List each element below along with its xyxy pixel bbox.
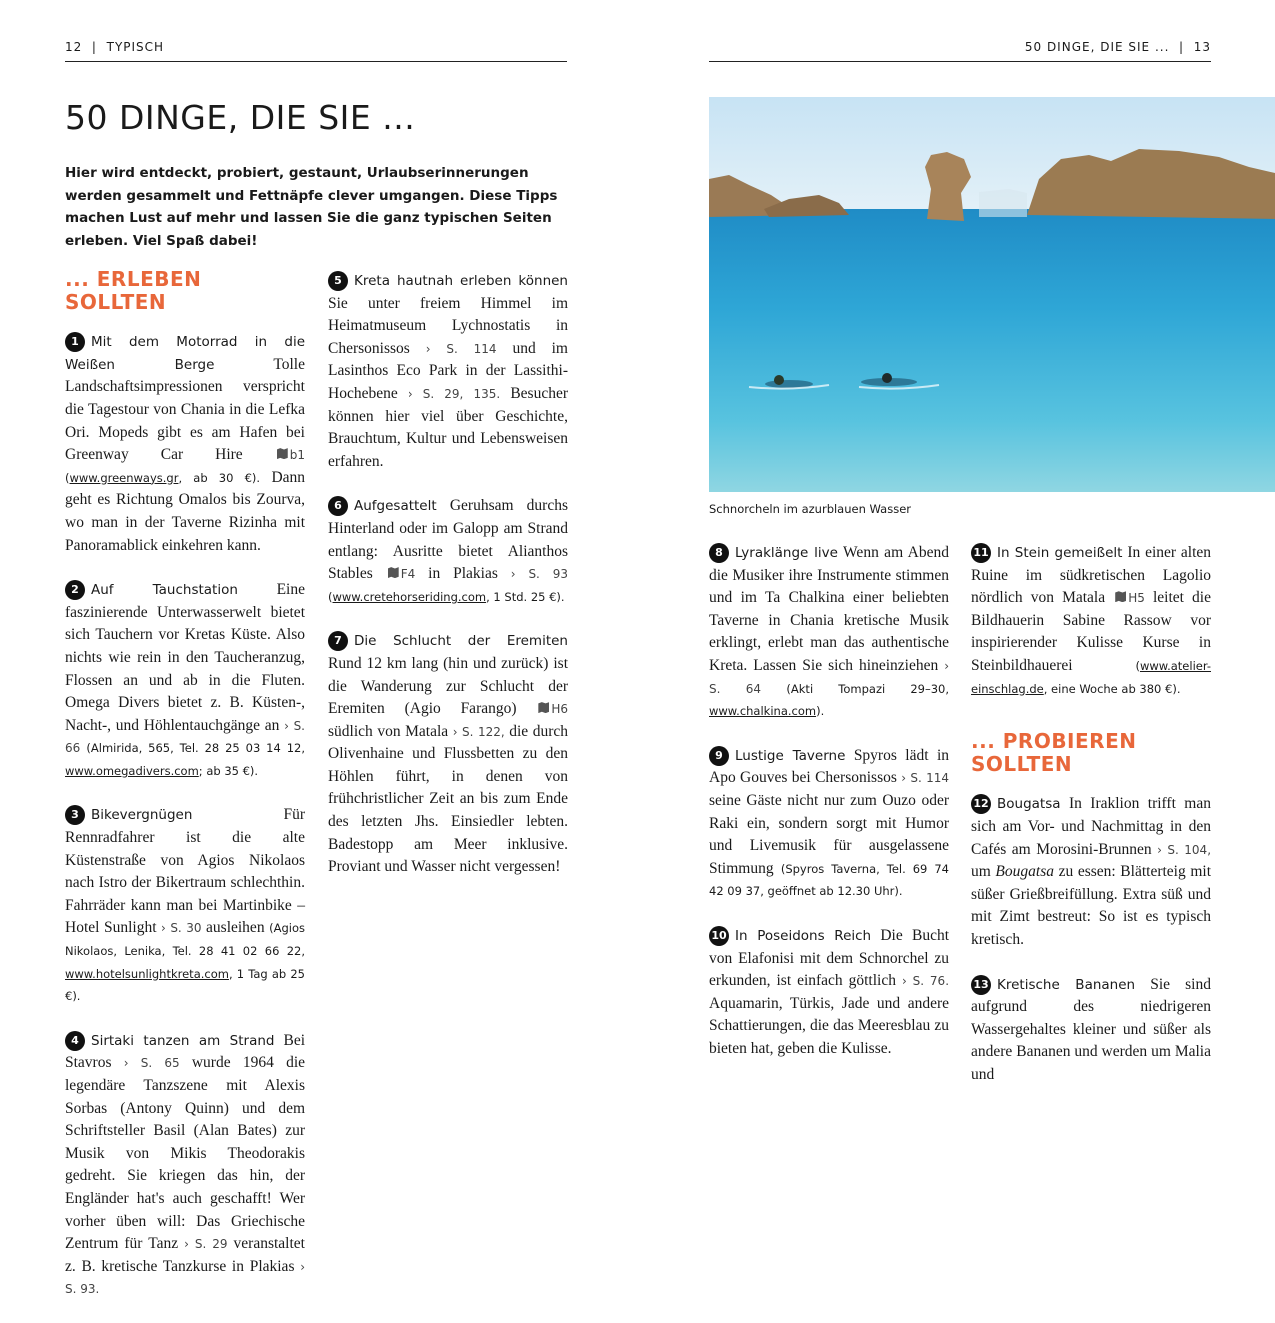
website-link[interactable]: www.atelier-einschlag.de — [971, 658, 1211, 696]
item-title: Die Schlucht der Eremiten — [354, 633, 568, 650]
item-number: 1 — [65, 332, 85, 352]
list-item-12: 12 Bougatsa In Iraklion trifft man sich am Vor- und Nachmittag in den Cafés am Morosini-Brunnen › S. 104, um Bougatsa zu essen: Blätterteig mit süßer Grießbreifüllung. Extra süß und mit Zimt bestreut: So ist es typisch kretisch. — [971, 795, 1212, 948]
page-ref[interactable]: › S. 29 — [184, 1237, 228, 1252]
map-ref: b1 — [289, 448, 306, 463]
list-item-3: 3 Bikevergnügen Für Rennradfahrer ist die alte Küstenstraße von Agios Nikolaos nach Istro der Bikertraum schlechthin. Fahrräder kann man bei Martinbike – Hotel Sunlight › S. 30 ausleihen (Agios Nikolaos, Lenika, Tel. 28 41 02 66 22, www.hotelsunlightkreta.com, 1 Tag ab 25 €). — [65, 806, 305, 1004]
running-header-right: 50 DINGE, DIE SIE ... | 13 — [1024, 40, 1211, 54]
item-title: Bougatsa — [997, 796, 1061, 813]
item-number: 5 — [328, 271, 348, 291]
item-number: 8 — [709, 543, 729, 563]
page-ref[interactable]: › S. 114 — [425, 341, 497, 356]
section-heading-probieren: ... PROBIEREN SOLLTEN — [971, 729, 1137, 776]
running-header-left: 12 | TYPISCH — [65, 40, 165, 54]
page-ref[interactable]: › S. 93. — [65, 1259, 306, 1297]
website-link[interactable]: www.omegadivers.com — [65, 763, 199, 778]
item-title: Lustige Taverne — [735, 747, 846, 764]
website-link[interactable]: www.chalkina.com — [709, 704, 817, 719]
page-ref[interactable]: › S. 76. — [901, 974, 950, 989]
page-ref[interactable]: › S. 93 — [510, 567, 568, 582]
list-item-10: 10 In Poseidons Reich Die Bucht von Elafonisi mit dem Schnorchel zu erkunden, ist einfach göttlich › S. 76. Aquamarin, Türkis, Jade und andere Schattierungen, die das Meeresblau zu bieten hat, geben die Kulisse. — [709, 926, 950, 1057]
map-icon — [277, 448, 288, 459]
item-title: Bikevergnügen — [91, 807, 193, 824]
header-rule-right — [709, 61, 1211, 62]
item-number: 13 — [971, 975, 991, 995]
map-icon — [538, 702, 549, 713]
column-2-content — [328, 270, 568, 901]
item-title: In Stein gemeißelt — [997, 545, 1123, 561]
list-item-5: 5 Kreta hautnah erleben können Sie unter freiem Himmel im Heimatmuseum Lychnostatis in Chersonissos › S. 114 und im Lasinthos Eco Park in der Lassithi-Hochebene › S. 29, 135. Besucher können hier viel über Geschichte, Brauchtum, Kultur und Lebensweisen erfahren. — [328, 273, 569, 470]
item-title: Sirtaki tanzen am Strand — [91, 1032, 275, 1049]
item-number: 11 — [971, 543, 991, 563]
photo-caption: Schnorcheln im azurblauen Wasser — [709, 502, 912, 516]
website-link[interactable]: www.hotelsunlightkreta.com — [65, 966, 229, 981]
column-1 — [65, 268, 305, 1323]
page-ref[interactable]: › S. 122, — [452, 724, 505, 739]
section-heading-erleben: ... ERLEBEN SOLLTEN — [65, 267, 202, 314]
list-item-13: 13 Kretische Bananen Sie sind aufgrund des niedrigeren Wassergehaltes kleiner und süßer als andere Bananen und werden um Malia und — [971, 975, 1211, 1083]
list-item-1: 1 Mit dem Motorrad in die Weißen Berge Tolle Landschaftsimpressionen verspricht die Tagestour von Chania in die Lefka Ori. Mopeds gibt es am Hafen bei Greenway Car Hire b1 (www.greenways.gr, ab 30 €). Dann geht es Richtung Omalos bis Zourva, wo man in der Taverne Rizinha mit Panoramablick einkehren kann. — [65, 334, 306, 554]
map-icon — [388, 567, 399, 578]
page-ref[interactable]: › S. 29, 135. — [407, 386, 501, 401]
list-item-6: 6 Aufgesattelt Geruhsam durchs Hinterland oder im Galopp am Strand entlang: Ausritte bietet Alianthos Stables F4 in Plakias › S. 93 (www.cretehorseriding.com, 1 Std. 25 €). — [328, 497, 569, 604]
list-item-4: 4 Sirtaki tanzen am Strand Bei Stavros › S. 65 wurde 1964 die legendäre Tanzszene mit Alexis Sorbas (Antony Quinn) und dem Schriftsteller Basil (Alan Bates) zur Musik von Mikis Theodorakis gedreht. Sie kriegen das hin, der Engländer hat's auch geschafft! Wer vorher üben will: Das Griechische Zentrum für Tanz › S. 29 veranstaltet z. B. kretische Tanzkurse in Plakias › S. 93. — [65, 1031, 306, 1297]
item-number: 12 — [971, 794, 991, 814]
sea-scene-image — [709, 97, 1275, 492]
item-title: Mit dem Motorrad in die Weißen Berge — [65, 334, 305, 373]
item-number: 10 — [709, 926, 729, 946]
page-ref[interactable]: › S. 66 — [65, 718, 306, 756]
list-item-8: 8 Lyraklänge live Wenn am Abend die Musiker ihre Instrumente stimmen und im Ta Chalkina einer beliebten Taverne in Chania kretische Musik erklingt, erlebt man das authentische Kreta. Lassen Sie sich hineinziehen › S. 64 (Akti Tompazi 29–30, www.chalkina.com). — [709, 544, 950, 719]
header-rule-left — [65, 61, 567, 62]
item-title: Kretische Bananen — [997, 976, 1136, 993]
item-number: 9 — [709, 746, 729, 766]
item-title: Lyraklänge live — [735, 545, 838, 561]
item-number: 4 — [65, 1031, 85, 1051]
page-ref[interactable]: › S. 114 — [901, 771, 950, 786]
section-label: TYPISCH — [106, 40, 165, 54]
map-icon — [1115, 591, 1126, 602]
map-ref: H6 — [551, 702, 568, 717]
list-item-9: 9 Lustige Taverne Spyros lädt in Apo Gouves bei Chersonissos › S. 114 seine Gäste nicht nur zum Ouzo oder Raki ein, sondern sorgt mit Humor und Livemusik für ausgelassene Stimmung (Spyros Taverna, Tel. 69 74 42 09 37, geöffnet ab 12.30 Uhr). — [709, 746, 950, 899]
item-title: Auf Tauchstation — [91, 582, 238, 599]
map-ref: F4 — [400, 567, 416, 582]
item-title: In Poseidons Reich — [735, 927, 872, 944]
item-number: 3 — [65, 805, 85, 825]
map-ref: H5 — [1128, 591, 1145, 606]
list-item-2: 2 Auf Tauchstation Eine faszinierende Unterwasserwelt bietet sich Tauchern vor Kretas Küste. Also nichts wie rein in den Taucheranzug, Flossen an und ab in die Fluten. Omega Divers bietet z. B. Küsten-, Nacht-, und Höhlentauchgänge an › S. 66 (Almirida, 565, Tel. 28 25 03 14 12, www.omegadivers.com; ab 35 €). — [65, 581, 306, 778]
page-ref[interactable]: › S. 104, — [1157, 842, 1212, 857]
item-number: 7 — [328, 631, 348, 651]
snorkeling-photo — [709, 97, 1275, 492]
column-3 — [709, 542, 949, 1082]
page-number-right: 13 — [1193, 40, 1211, 54]
item-title: Kreta hautnah erleben können — [354, 273, 568, 289]
list-item-7: 7 Die Schlucht der Eremiten Rund 12 km lang (hin und zurück) ist die Wanderung zur Schlucht der Eremiten (Agio Farango) H6 südlich von Matala › S. 122, die durch Olivenhaine und Flussbetten zu den Höhlen führt, in denen von frühchristlicher Zeit an bis zum Ende des letzten Jhs. Einsiedler lebten. Badestopp am Meer inklusive. Proviant und Wasser nicht vergessen! — [328, 633, 569, 876]
page-ref[interactable]: › S. 65 — [123, 1056, 180, 1071]
page-ref[interactable]: › S. 30 — [161, 921, 202, 936]
column-4 — [971, 542, 1211, 1108]
list-item-11: 11 In Stein gemeißelt In einer alten Ruine im südkretischen Lagolio nördlich von Matala H5 leitet die Bildhauerin Sabine Rassow vor inspirierender Kulisse Kurse in Steinbildhauerei (www.atelier-einschlag.de, eine Woche ab 380 €). — [971, 544, 1212, 696]
intro-text: Hier wird entdeckt, probiert, gestaunt, Urlaubserinnerungen werden gesammelt und Fettnäpfe clever umgangen. Diese Tipps machen Lust auf mehr und lassen Sie die ganz typischen Seiten erleben. Viel Spaß dabei! — [65, 165, 558, 249]
item-number: 6 — [328, 496, 348, 516]
page-ref[interactable]: › S. 64 — [709, 658, 949, 696]
website-link[interactable]: www.greenways.gr — [69, 470, 179, 485]
page-title: 50 DINGE, DIE SIE ... — [65, 98, 416, 137]
item-title: Aufgesattelt — [354, 498, 437, 515]
running-title: 50 DINGE, DIE SIE ... — [1024, 40, 1170, 54]
website-link[interactable]: www.cretehorseriding.com — [332, 589, 487, 604]
item-number: 2 — [65, 580, 85, 600]
page-number-left: 12 — [65, 40, 83, 54]
